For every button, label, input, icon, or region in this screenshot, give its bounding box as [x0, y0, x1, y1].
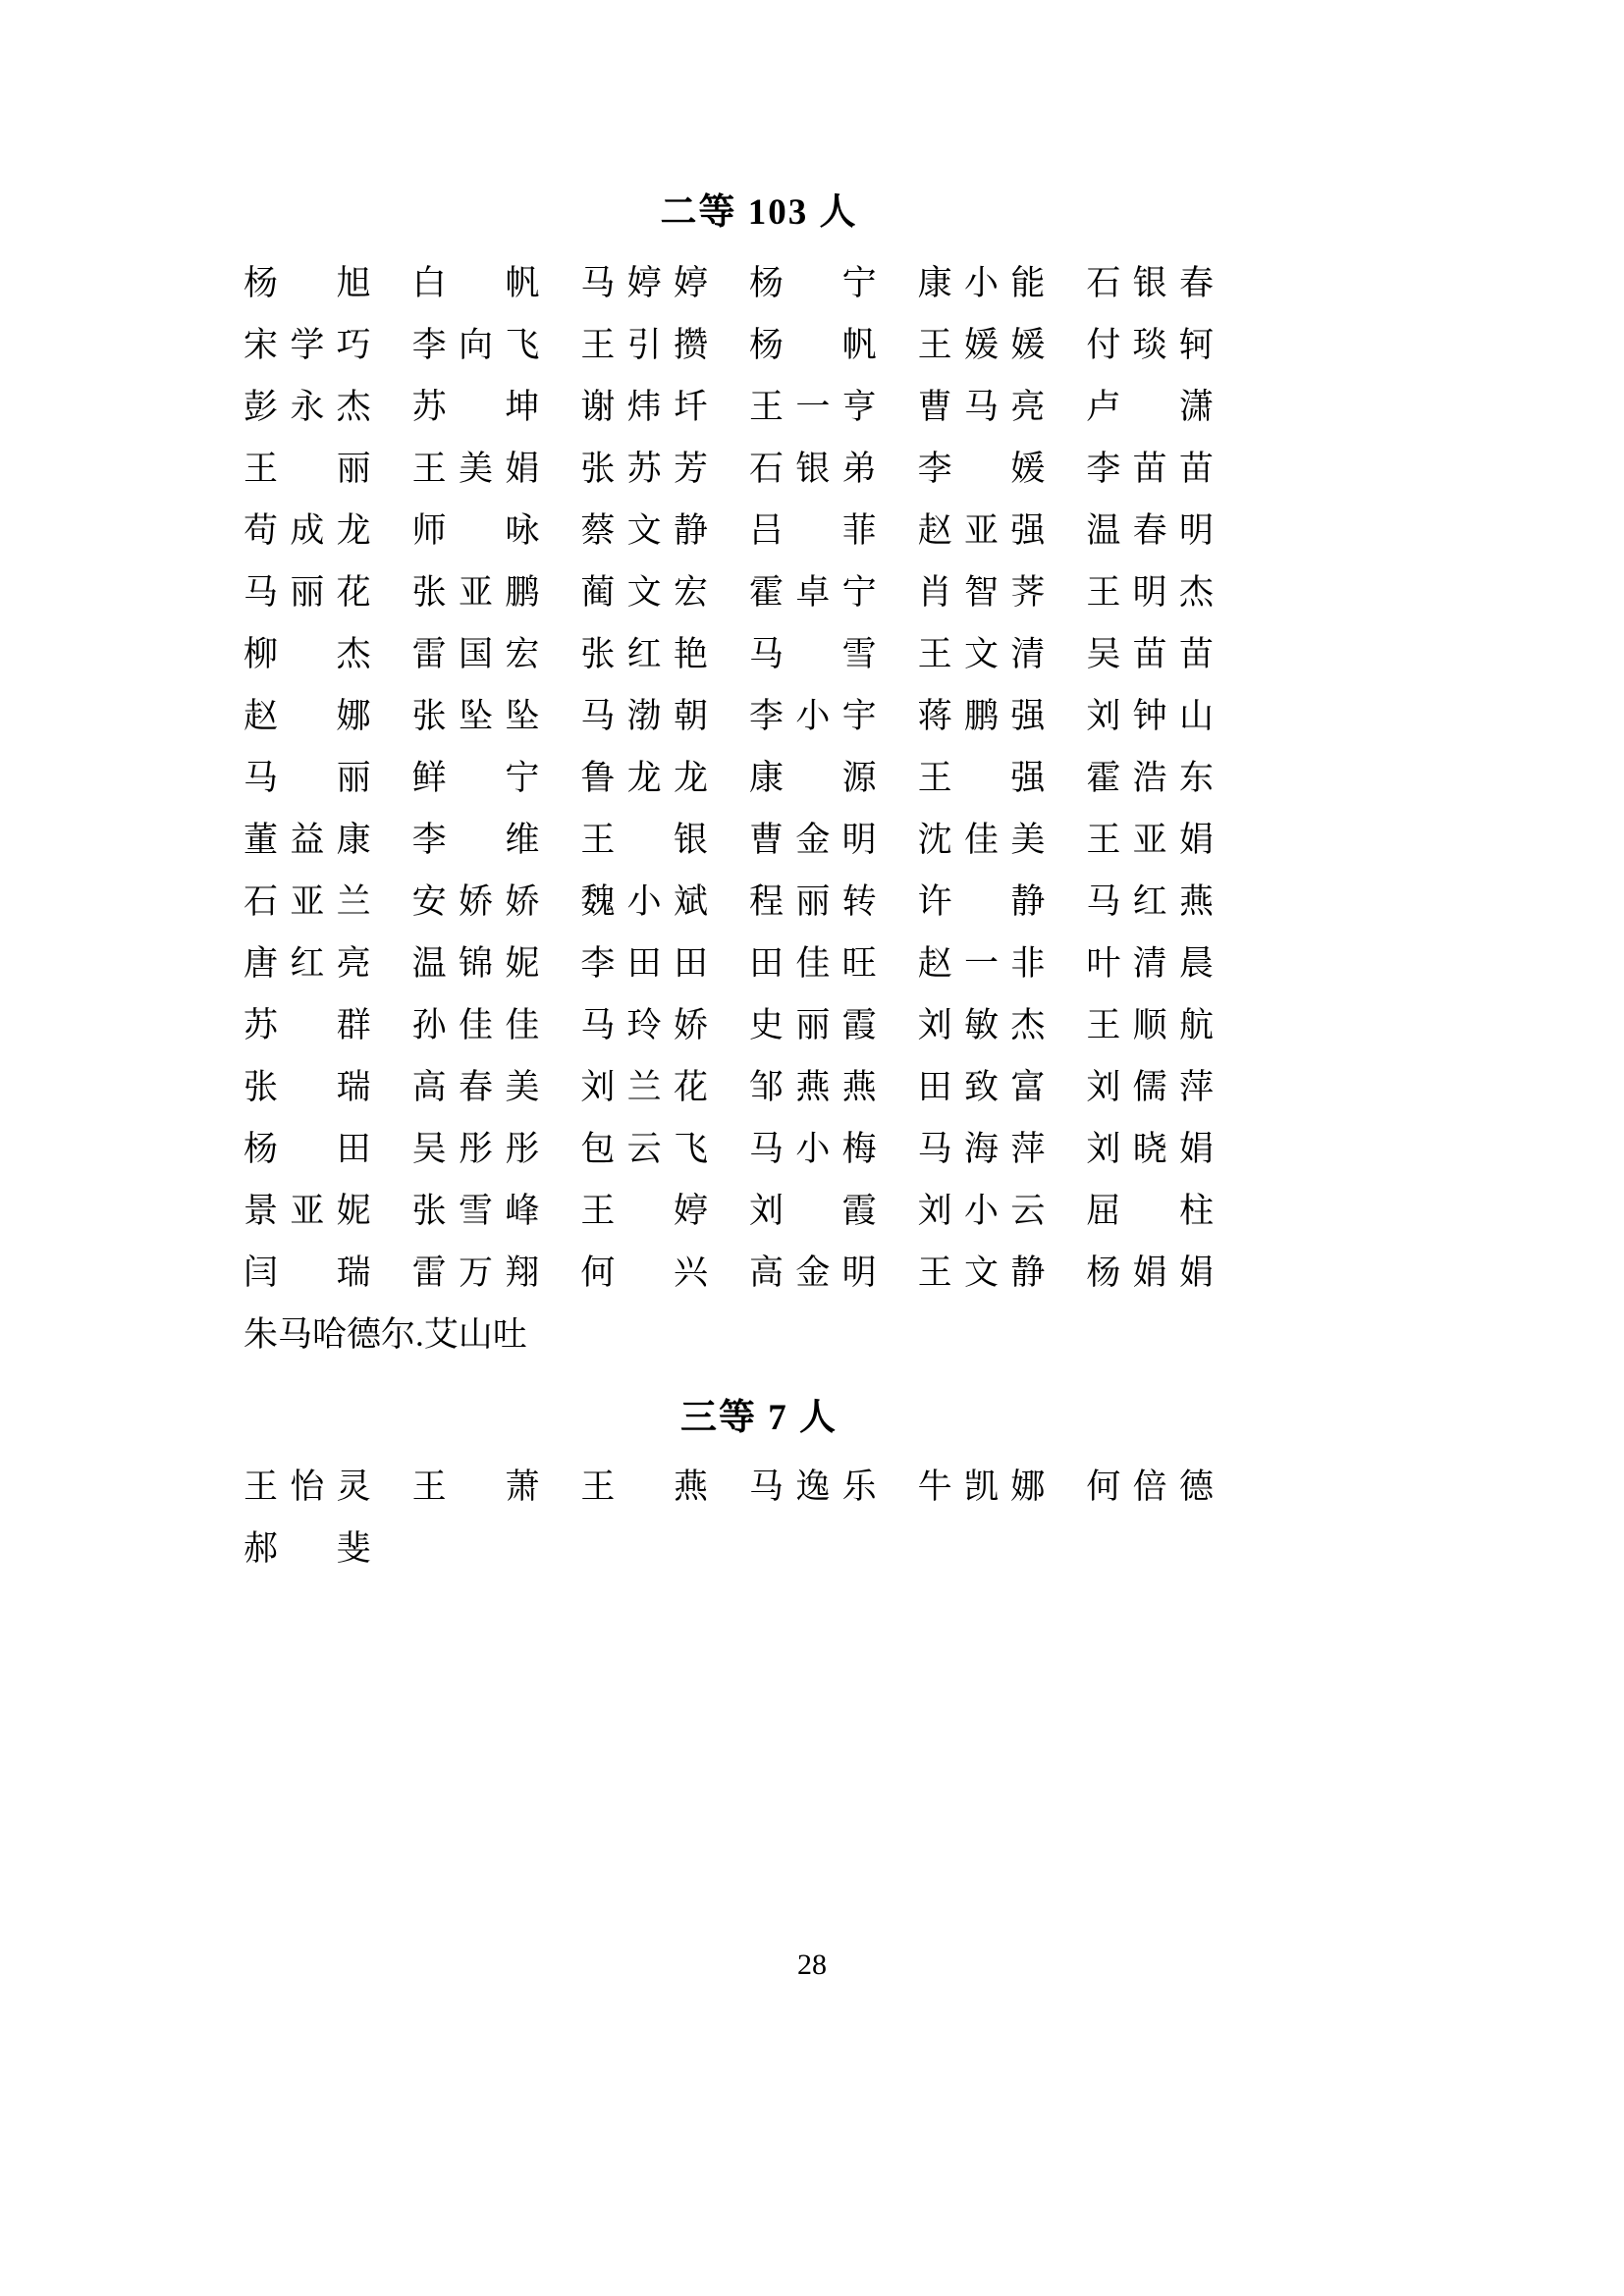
name-entry: 宋学巧: [244, 326, 371, 364]
name-entry: 付琰轲: [1086, 326, 1214, 364]
name-entry: 赵一非: [917, 944, 1046, 983]
name-entry: 马红燕: [1086, 882, 1214, 921]
name-entry: 刘霞: [749, 1192, 877, 1230]
name-entry: 李苗苗: [1086, 450, 1214, 488]
name-entry: 柳杰: [244, 635, 371, 673]
name-entry: 屈柱: [1086, 1192, 1214, 1230]
name-entry: 朱马哈德尔.艾山吐: [244, 1315, 527, 1354]
name-entry: 田致富: [917, 1068, 1046, 1106]
name-entry: 石银弟: [749, 450, 877, 488]
name-entry: 王萧: [411, 1468, 540, 1506]
name-entry: 王美娟: [411, 450, 540, 488]
name-entry: 雷国宏: [411, 635, 540, 673]
name-entry: 赵亚强: [917, 511, 1046, 550]
name-entry: 王银: [580, 821, 708, 859]
name-entry: 霍浩东: [1086, 759, 1214, 797]
name-entry: 谢炜圲: [580, 388, 708, 426]
section-heading-second-prize: 二等 103 人: [660, 192, 858, 233]
name-entry: 李维: [411, 821, 540, 859]
name-entry: 白帆: [411, 264, 540, 302]
name-entry: 王明杰: [1086, 573, 1214, 612]
document-content: [244, 182, 1255, 1579]
name-entry: 程丽转: [749, 882, 877, 921]
name-entry: 何倍德: [1086, 1468, 1214, 1506]
name-entry: 王顺航: [1086, 1006, 1214, 1044]
name-entry: 苏群: [244, 1006, 371, 1044]
name-entry: 牛凯娜: [917, 1468, 1046, 1506]
name-entry: 苟成龙: [244, 511, 371, 550]
name-entry: 郝斐: [244, 1529, 371, 1568]
name-entry: 张红艳: [580, 635, 708, 673]
name-entry: 马婷婷: [580, 264, 708, 302]
name-entry: 王婷: [580, 1192, 708, 1230]
name-entry: 彭永杰: [244, 388, 371, 426]
name-entry: 吕菲: [749, 511, 877, 550]
name-entry: 史丽霞: [749, 1006, 877, 1044]
name-entry: 闫瑞: [244, 1254, 371, 1292]
name-entry: 安娇娇: [411, 882, 540, 921]
name-entry: 温春明: [1086, 511, 1214, 550]
name-entry: 高春美: [411, 1068, 540, 1106]
name-entry: 叶清晨: [1086, 944, 1214, 983]
name-entry: 石银春: [1086, 264, 1214, 302]
name-entry: 马渤朝: [580, 697, 708, 735]
name-entry: 王燕: [580, 1468, 708, 1506]
name-entry: 王丽: [244, 450, 371, 488]
name-entry: 刘小云: [917, 1192, 1046, 1230]
name-entry: 杨旭: [244, 264, 371, 302]
name-entry: 肖智荠: [917, 573, 1046, 612]
name-entry: 刘兰花: [580, 1068, 708, 1106]
name-entry: 张雪峰: [411, 1192, 540, 1230]
name-entry: 刘晓娟: [1086, 1130, 1214, 1168]
name-entry: 何兴: [580, 1254, 708, 1292]
name-entry: 马雪: [749, 635, 877, 673]
name-entry: 孙佳佳: [411, 1006, 540, 1044]
name-entry: 蔡文静: [580, 511, 708, 550]
name-entry: 曹马亮: [917, 388, 1046, 426]
name-entry: 王一亨: [749, 388, 877, 426]
name-entry: 鲜宁: [411, 759, 540, 797]
name-entry: 王强: [917, 759, 1046, 797]
name-entry: 王怡灵: [244, 1468, 371, 1506]
name-entry: 张苏芳: [580, 450, 708, 488]
name-entry: 董益康: [244, 821, 371, 859]
name-entry: 刘敏杰: [917, 1006, 1046, 1044]
name-entry: 李向飞: [411, 326, 540, 364]
name-entry: 邹燕燕: [749, 1068, 877, 1106]
name-entry: 唐红亮: [244, 944, 371, 983]
name-entry: 杨娟娟: [1086, 1254, 1214, 1292]
name-entry: 吴苗苗: [1086, 635, 1214, 673]
name-entry: 李媛: [917, 450, 1046, 488]
name-entry: 包云飞: [580, 1130, 708, 1168]
name-entry: 田佳旺: [749, 944, 877, 983]
name-entry: 康源: [749, 759, 877, 797]
name-entry: 马逸乐: [749, 1468, 877, 1506]
name-entry: 王文静: [917, 1254, 1046, 1292]
name-entry: 蒋鹏强: [917, 697, 1046, 735]
name-entry: 刘钟山: [1086, 697, 1214, 735]
name-entry: 王文清: [917, 635, 1046, 673]
name-entry: 鲁龙龙: [580, 759, 708, 797]
name-entry: 卢潇: [1086, 388, 1214, 426]
name-entry: 马丽: [244, 759, 371, 797]
name-grid-third-prize: [244, 1456, 1255, 1579]
name-entry: 沈佳美: [917, 821, 1046, 859]
name-entry: 王亚娟: [1086, 821, 1214, 859]
name-entry: 温锦妮: [411, 944, 540, 983]
name-entry: 李小宇: [749, 697, 877, 735]
section-heading-third-prize: 三等 7 人: [680, 1398, 838, 1438]
name-entry: 张坠坠: [411, 697, 540, 735]
name-entry: 马海萍: [917, 1130, 1046, 1168]
name-entry: 李田田: [580, 944, 708, 983]
name-entry: 雷万翔: [411, 1254, 540, 1292]
name-entry: 魏小斌: [580, 882, 708, 921]
name-entry: 马玲娇: [580, 1006, 708, 1044]
name-entry: 杨田: [244, 1130, 371, 1168]
name-entry: 石亚兰: [244, 882, 371, 921]
name-entry: 马丽花: [244, 573, 371, 612]
name-grid-second-prize: [244, 252, 1255, 1365]
page-number: 28: [797, 1949, 827, 1981]
name-entry: 许静: [917, 882, 1046, 921]
name-entry: 张亚鹏: [411, 573, 540, 612]
name-entry: 刘儒萍: [1086, 1068, 1214, 1106]
name-entry: 曹金明: [749, 821, 877, 859]
name-entry: 赵娜: [244, 697, 371, 735]
name-entry: 王媛媛: [917, 326, 1046, 364]
name-entry: 杨帆: [749, 326, 877, 364]
name-entry: 康小能: [917, 264, 1046, 302]
name-entry: 张瑞: [244, 1068, 371, 1106]
name-entry: 杨宁: [749, 264, 877, 302]
name-entry: 吴彤彤: [411, 1130, 540, 1168]
name-entry: 王引攒: [580, 326, 708, 364]
name-entry: 景亚妮: [244, 1192, 371, 1230]
name-entry: 师咏: [411, 511, 540, 550]
name-entry: 霍卓宁: [749, 573, 877, 612]
name-entry: 马小梅: [749, 1130, 877, 1168]
name-entry: 苏坤: [411, 388, 540, 426]
name-entry: 蔺文宏: [580, 573, 708, 612]
name-entry: 高金明: [749, 1254, 877, 1292]
